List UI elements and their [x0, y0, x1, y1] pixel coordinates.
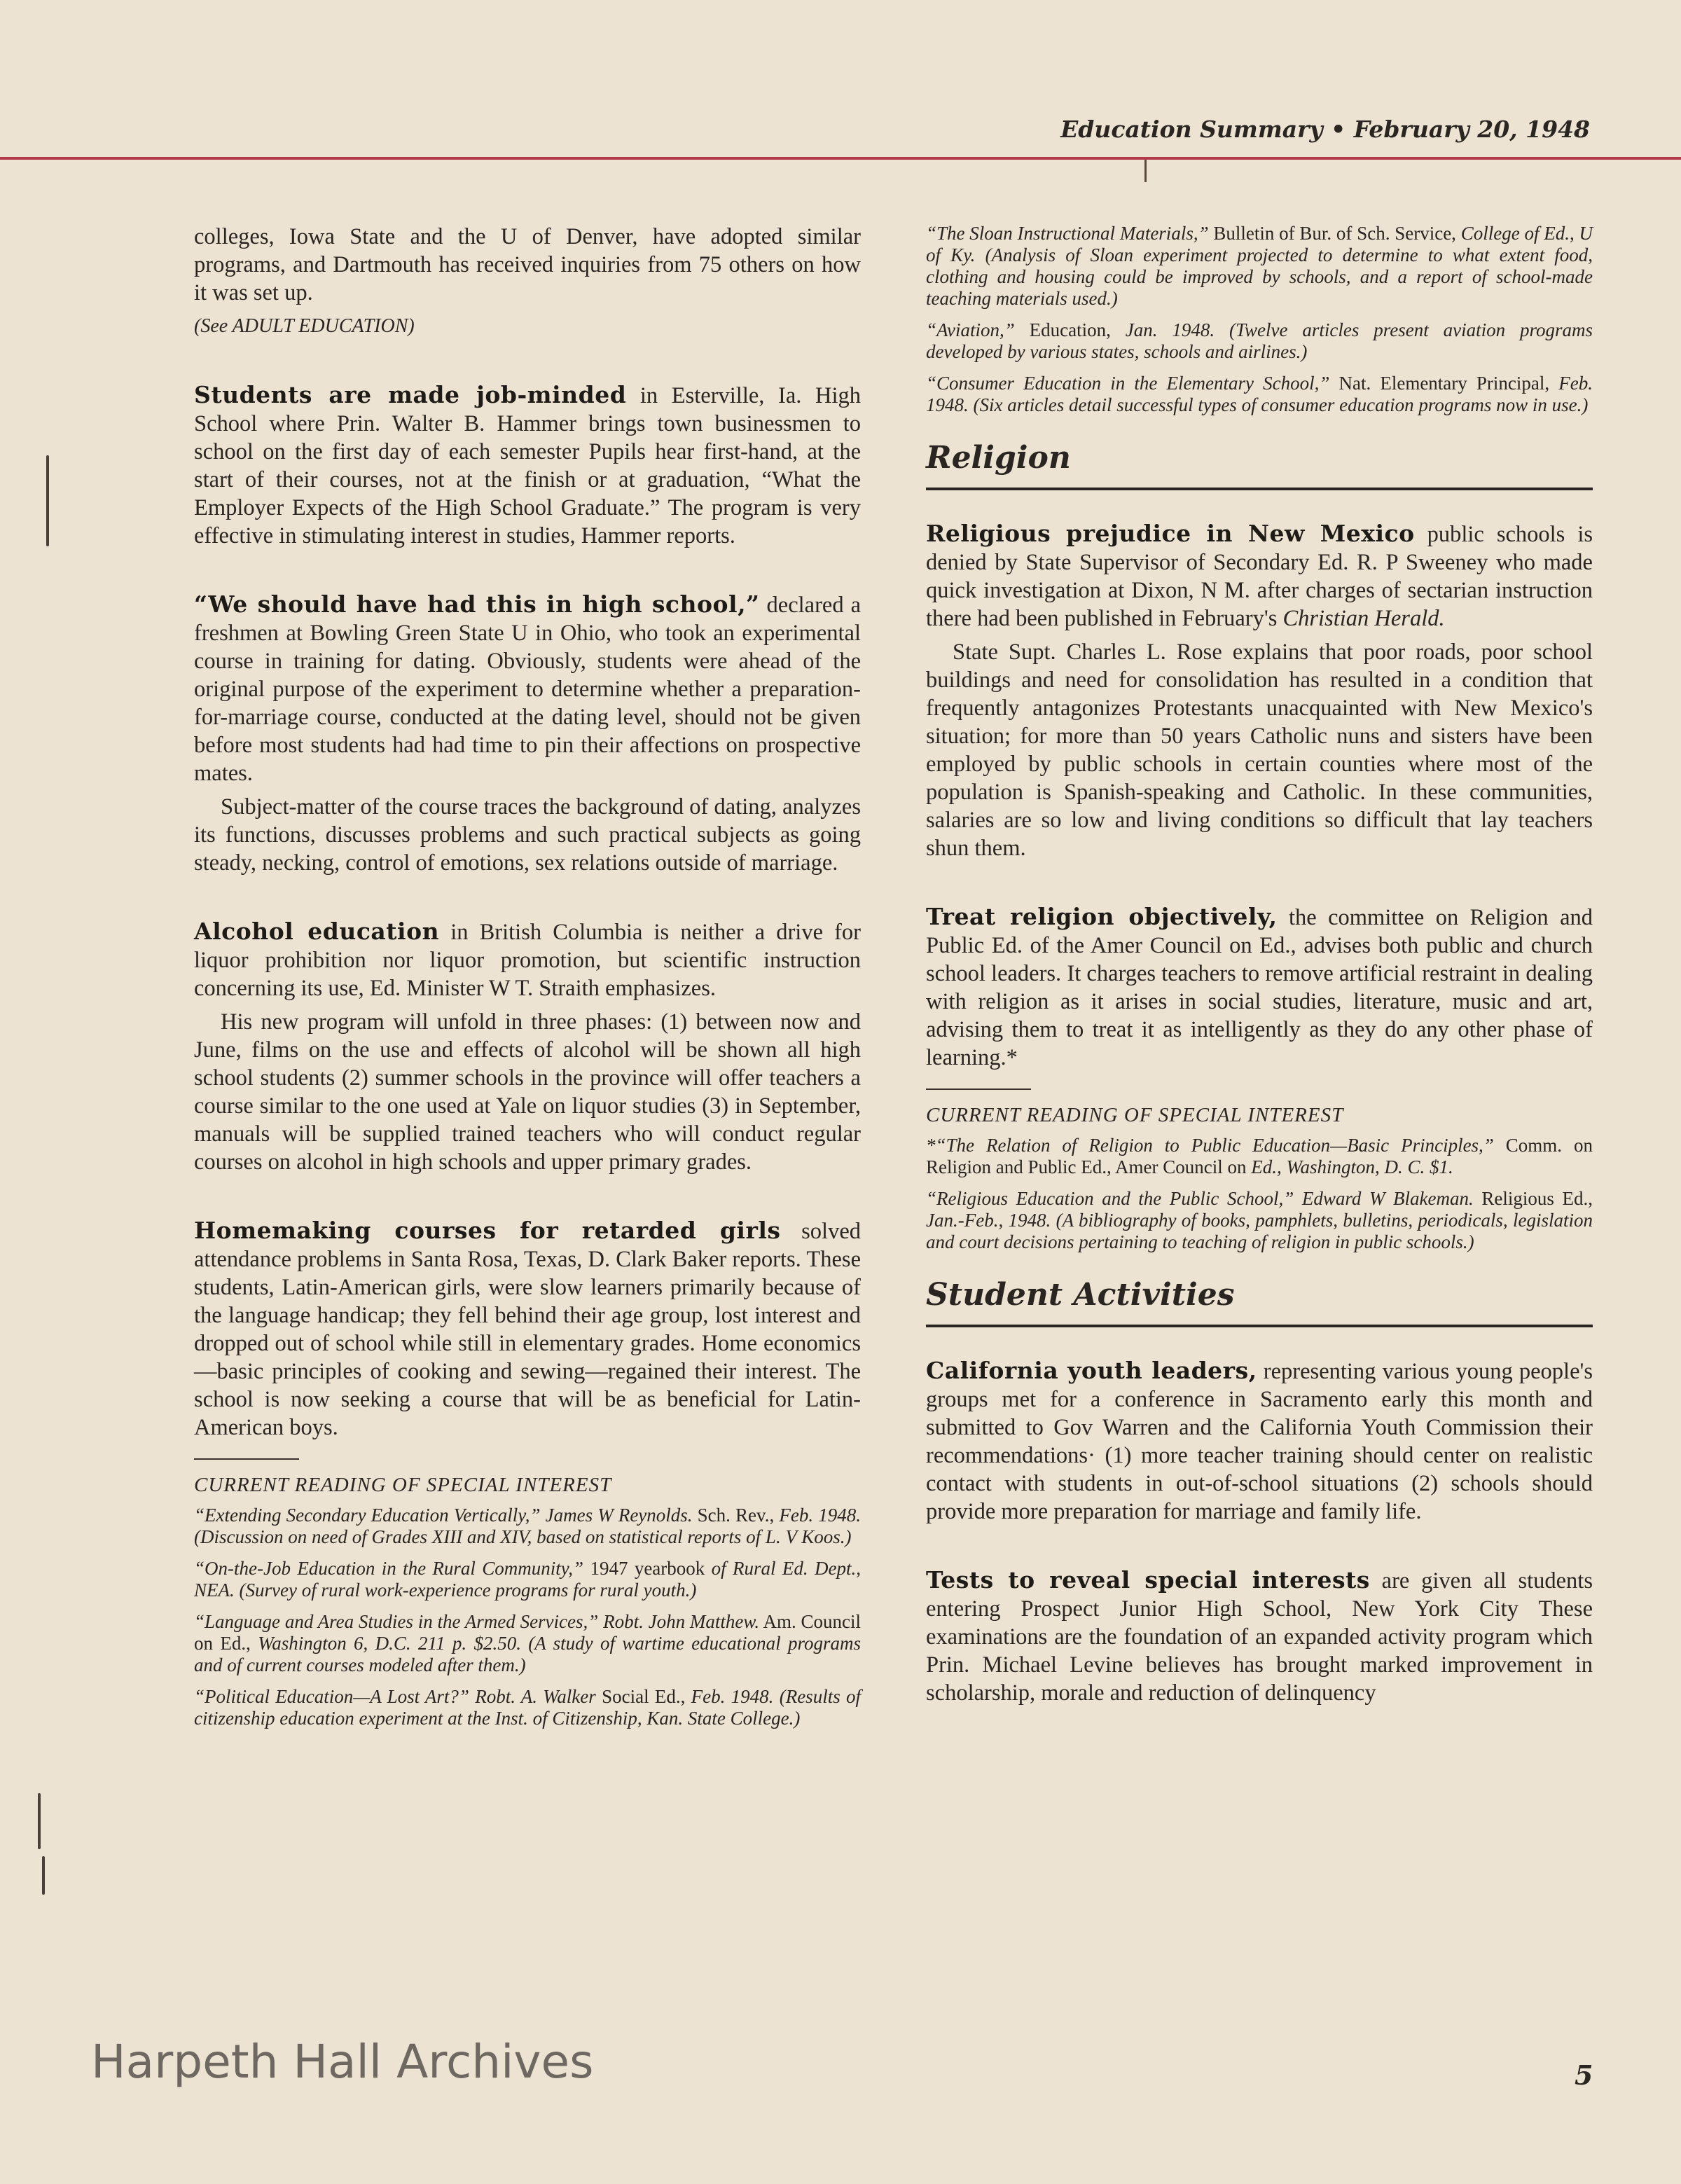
reading-item: “Language and Area Studies in the Armed Services,” Robt. John Matthew. Am. Council on Ed., Washington 6, D.C. 211 p. $2.50. (A study of wartime educational programs and of current courses modeled after them.)	[194, 1611, 861, 1675]
article-headline: Alcohol education	[194, 918, 440, 945]
article-text: declared a freshmen at Bowling Green State U in Ohio, who took an experimental course in training for dating. Obviously, students were ahead of the original purpose of the experiment to determine whether a preparation-for-marriage course, conducted at the dating level, should not be given before most students had had time to pin their affections on prospective mates.	[194, 593, 861, 786]
article-text: public schools is denied by State Supervisor of Secondary Ed. R. P Sweeney who made quick investigation at Dixon, N M. after charges of sectarian instruction there had been published in February's	[926, 522, 1593, 631]
staple-mark	[42, 1856, 45, 1895]
article-text: are given all students entering Prospect Junior High School, New York City These examinations are the foundation of an expanded activity program which Prin. Michael Levine believes has brought marked improvement in scholarship, morale and reduction of delinquency	[926, 1568, 1593, 1706]
reading-item: “On-the-Job Education in the Rural Community,” 1947 yearbook of Rural Ed. Dept., NEA. (Survey of rural work-experience programs for rural youth.)	[194, 1558, 862, 1601]
section-title-student-activities: Student Activities	[926, 1277, 1235, 1313]
reading-list-title: CURRENT READING OF SPECIAL INTEREST	[194, 1474, 612, 1496]
article-text: in Esterville, Ia. High School where Prin. Walter B. Hammer brings town businessmen to school on the first day of each semester Pupils hear first-hand, at the start of their courses, not at the finish or at graduation, “What the Employer Expects of the High School Graduate.” The program is very effective in stimulating interest in studies, Hammer reports.	[194, 383, 861, 548]
article-text: in British Columbia is neither a drive for liquor prohibition nor liquor promotion, but scientific instruction concerning its use, Ed. Minister W T. Straith emphasizes.	[194, 920, 862, 1001]
article-headline: Treat religion objectively,	[926, 903, 1278, 930]
article-headline: California youth leaders,	[926, 1357, 1257, 1384]
header-rule	[0, 157, 1681, 160]
staple-mark	[46, 455, 49, 546]
divider	[926, 1088, 1031, 1090]
page-header	[0, 0, 1681, 161]
article-paragraph: Subject-matter of the course traces the background of dating, analyzes its functions, discusses problems and such practical subjects as going steady, necking, control of emotions, sex relations outside of marriage.	[194, 794, 861, 876]
fold-mark	[1144, 160, 1147, 182]
article-tests	[926, 1566, 1593, 1707]
article-headline: Students are made job-minded	[194, 381, 627, 408]
article-headline: Homemaking courses for retarded girls	[194, 1217, 781, 1244]
right-column	[926, 223, 1593, 1707]
reading-item: *“The Relation of Religion to Public Education—Basic Principles,” Comm. on Religion and Public Ed., Amer Council on Ed., Washington, D. C. $1.	[926, 1135, 1593, 1177]
article-headline: Tests to reveal special interests	[926, 1566, 1370, 1594]
reading-item: “Aviation,” Education, Jan. 1948. (Twelve articles present aviation programs developed by various states, schools and airlines.)	[926, 319, 1593, 362]
article-homemaking	[194, 1217, 861, 1442]
article-alcohol	[194, 918, 861, 1176]
reading-list	[926, 223, 1593, 416]
running-header: Education Summary • February 20, 1948	[1060, 116, 1590, 143]
article-text: colleges, Iowa State and the U of Denver, have adopted similar programs, and Dartmouth has received inquiries from 75 others on how it was set up.	[194, 224, 861, 305]
article-intro	[194, 223, 861, 340]
article-religious-prejudice	[926, 520, 1593, 862]
reading-list	[194, 1505, 861, 1729]
article-headline: “We should have had this in high school,”	[194, 590, 760, 618]
article-job-minded	[194, 381, 861, 550]
section-rule	[926, 1325, 1593, 1327]
staple-mark	[38, 1793, 41, 1849]
page-number: 5	[1575, 2059, 1593, 2091]
divider	[194, 1458, 299, 1460]
article-california-youth	[926, 1357, 1593, 1526]
article-headline: Religious prejudice in New Mexico	[926, 520, 1415, 547]
article-treat-religion	[926, 903, 1593, 1072]
article-paragraph: His new program will unfold in three phases: (1) between now and June, films on the use and effects of alcohol will be shown all high school students (2) summer schools in the province will offer teachers a course similar to the one used at Yale on liquor studies (3) in September, manuals will be supplied trained teachers who will conduct regular courses on alcohol in high schools and upper primary grades.	[194, 1009, 861, 1175]
section-rule	[926, 488, 1593, 490]
left-column	[194, 223, 861, 1739]
section-title-religion: Religion	[926, 440, 1071, 476]
reading-item: “Consumer Education in the Elementary School,” Nat. Elementary Principal, Feb. 1948. (Six articles detail successful types of consumer education programs now in use.)	[926, 373, 1593, 415]
article-text: the committee on Religion and Public Ed. of the Amer Council on Ed., advises both public and church school leaders. It charges teachers to remove artificial restraint in dealing with religion as it arises in social studies, literature, music and art, advising them to treat it as intelligently as they do any other phase of learning.*	[926, 905, 1593, 1070]
cross-reference: (See ADULT EDUCATION)	[194, 315, 415, 337]
article-high-school	[194, 590, 861, 877]
reading-item: “Religious Education and the Public School,” Edward W Blakeman. Religious Ed., Jan.-Feb., 1948. (A bibliography of books, pamphlets, bulletins, periodicals, legislation and court decisions pertaining to teaching of religion in public schools.)	[926, 1188, 1593, 1252]
reading-item: “Extending Secondary Education Vertically,” James W Reynolds. Sch. Rev., Feb. 1948. (Discussion on need of Grades XIII and XIV, based on statistical reports of L. V Koos.)	[194, 1505, 861, 1547]
article-text: representing various young people's groups met for a conference in Sacramento early this month and submitted to Gov Warren and the California Youth Commission their recommendations· (1) more teacher training should center on realistic contact with students in out-of-school situations (2) schools should provide more preparation for marriage and family life.	[926, 1359, 1593, 1524]
reading-list-title: CURRENT READING OF SPECIAL INTEREST	[926, 1104, 1344, 1126]
reading-list	[926, 1135, 1593, 1253]
reading-item: “Political Education—A Lost Art?” Robt. A. Walker Social Ed., Feb. 1948. (Results of citizenship education experiment at the Inst. of Citizenship, Kan. State College.)	[194, 1686, 861, 1729]
reading-item: “The Sloan Instructional Materials,” Bulletin of Bur. of Sch. Service, College of Ed., U of Ky. (Analysis of Sloan experiment projected to determine to what extent food, clothing and housing could be improved by schools, and a report of school-made teaching materials used.)	[926, 223, 1593, 309]
article-paragraph: State Supt. Charles L. Rose explains that poor roads, poor school buildings and need for consolidation has resulted in a condition that frequently antagonizes Protestants unacquainted with New Mexico's situation; for more than 50 years Catholic nuns and sisters have been employed by public schools in certain counties where most of the population is Spanish-speaking and Catholic. In these communities, salaries are so low and living conditions so difficult that lay teachers shun them.	[926, 640, 1593, 861]
publication-name: Christian Herald.	[1282, 606, 1445, 631]
article-text: solved attendance problems in Santa Rosa, Texas, D. Clark Baker reports. These students, Latin-American girls, were slow learners primarily because of the language handicap; they fell behind their age group, lost interest and dropped out of school while still in elementary grades. Home economics—basic principles of cooking and sewing—regained their interest. The school is now seeking a course that will be as beneficial for Latin-American boys.	[194, 1219, 861, 1440]
archive-watermark: Harpeth Hall Archives	[91, 2035, 594, 2089]
